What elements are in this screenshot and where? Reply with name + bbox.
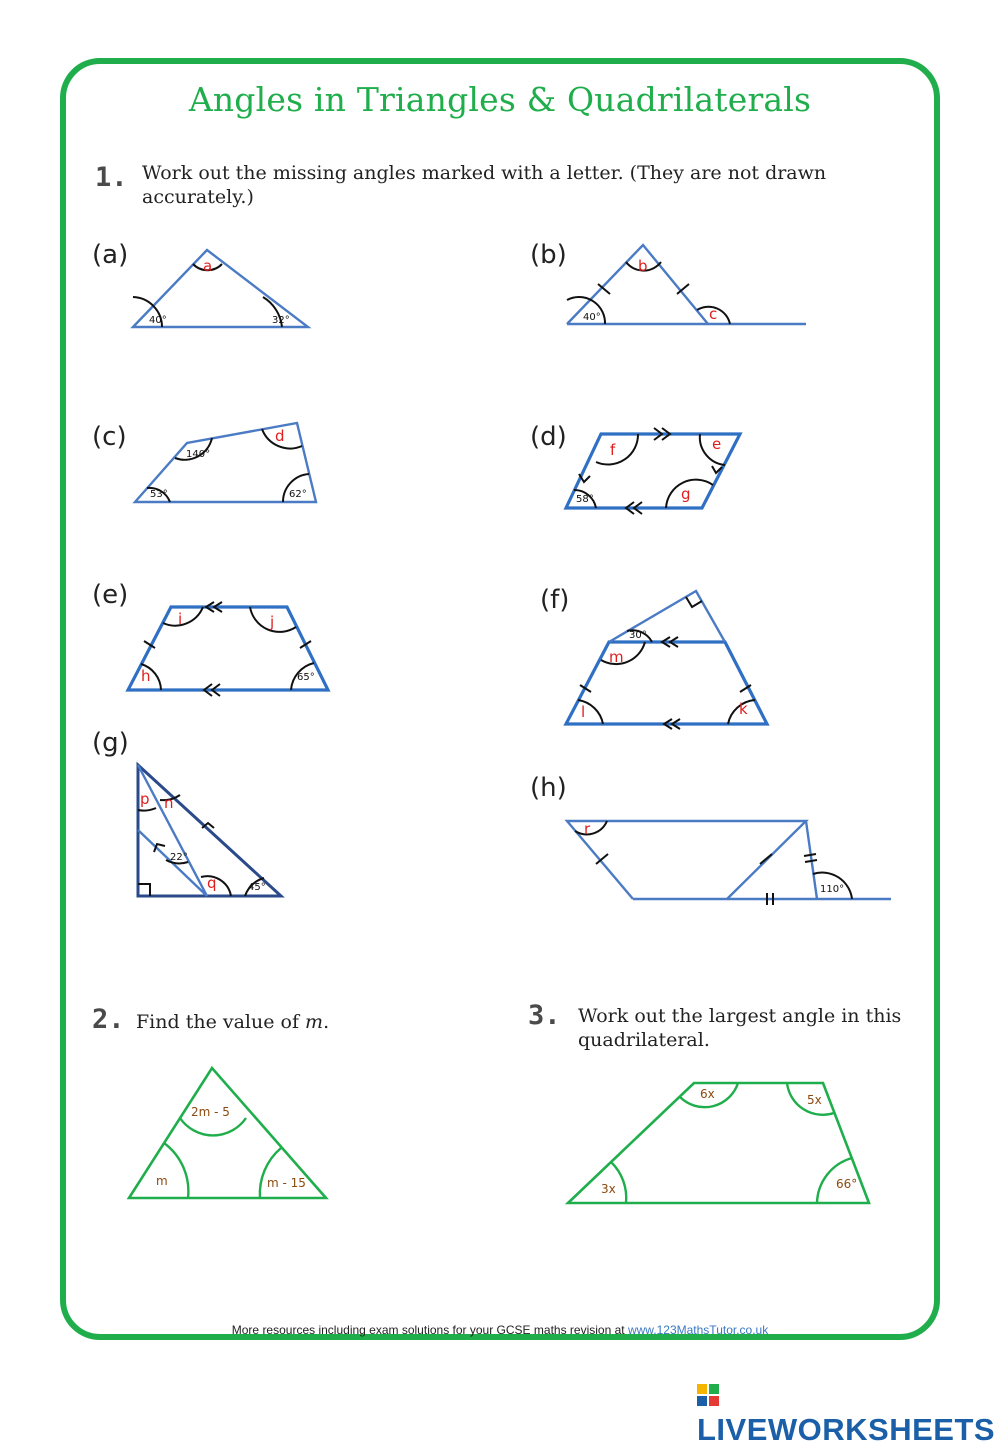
figure-h [567, 820, 891, 905]
angle-e-65: 65° [297, 672, 315, 683]
question-3-text-line1: Work out the largest angle in this [578, 1005, 902, 1027]
angle-a-32: 32° [272, 315, 290, 326]
angle-q2-right: m - 15 [267, 1176, 306, 1190]
unknown-k: k [739, 700, 748, 718]
unknown-l: l [581, 703, 586, 721]
arc-h-r [575, 821, 607, 834]
unknown-j: j [270, 613, 275, 631]
angle-q2-top: 2m - 5 [191, 1105, 230, 1119]
line-g-inner1 [138, 765, 207, 896]
angle-q3-6x: 6x [700, 1087, 715, 1101]
angle-c-62: 62° [289, 489, 307, 500]
liveworksheets-brand[interactable] [697, 1376, 1000, 1448]
figure-a [133, 250, 308, 327]
figure-q2 [129, 1068, 326, 1198]
figure-g [138, 765, 281, 896]
footer-link[interactable]: www.123MathsTutor.co.uk [627, 1323, 769, 1337]
angle-f-30: 30° [629, 630, 647, 641]
angle-b-40: 40° [583, 312, 601, 323]
angle-g-22: 22° [170, 852, 188, 863]
unknown-f: f [610, 441, 616, 459]
angle-q3-5x: 5x [807, 1093, 822, 1107]
unknown-m: m [609, 648, 624, 666]
unknown-h: h [141, 667, 151, 685]
unknown-g: g [681, 485, 691, 503]
right-angle-g [138, 884, 150, 896]
part-c-label: (c) [92, 422, 127, 452]
question-2-text-prefix: Find the value of [136, 1011, 306, 1033]
question-2-text-suffix: . [323, 1011, 330, 1033]
parallel-mark-d-left [579, 474, 590, 482]
part-b-label: (b) [530, 240, 567, 270]
arc-d-f [596, 434, 638, 465]
angle-c-53: 53° [150, 489, 168, 500]
unknown-q: q [207, 874, 217, 892]
page-title: Angles in Triangles & Quadrilaterals [188, 80, 812, 119]
angle-d-58: 58° [576, 494, 594, 505]
unknown-p: p [140, 790, 150, 808]
question-3-number: 3. [528, 1000, 561, 1031]
unknown-i: i [178, 610, 183, 628]
part-d-label: (d) [530, 422, 567, 452]
angle-c-140: 140° [186, 449, 211, 460]
figure-d [566, 428, 740, 514]
footer-text: More resources including exam solutions for your GCSE maths revision at [231, 1323, 628, 1337]
angle-q3-66: 66° [836, 1177, 858, 1191]
trapezium-f [566, 642, 767, 724]
question-2-variable: m [305, 1011, 324, 1033]
angle-h-110: 110° [820, 884, 845, 895]
angle-q3-3x: 3x [601, 1182, 616, 1196]
angle-q2-left: m [156, 1174, 168, 1188]
arc-q2-top [180, 1118, 246, 1135]
liveworksheets-wordmark: LIVEWORKSHEETS [697, 1412, 996, 1447]
triangle-f-top [609, 591, 725, 642]
part-g-label: (g) [92, 728, 129, 758]
figure-b [567, 245, 806, 324]
part-a-label: (a) [92, 240, 129, 270]
angle-g-45: 45° [248, 882, 266, 893]
unknown-d: d [275, 427, 285, 445]
unknown-e: e [712, 435, 722, 453]
angle-a-40: 40° [149, 315, 167, 326]
question-2-number: 2. [92, 1004, 125, 1035]
question-3-text-line2: quadrilateral. [578, 1029, 710, 1051]
question-1-text-line2: accurately.) [142, 186, 254, 208]
part-e-label: (e) [92, 580, 129, 610]
unknown-n: n [164, 794, 174, 812]
liveworksheets-logo-icon [697, 1384, 719, 1406]
footer [0, 1323, 1000, 1337]
unknown-r: r [584, 820, 591, 838]
arc-g-p [138, 808, 156, 811]
unknown-b: b [638, 257, 648, 275]
parallelogram-h [567, 821, 806, 899]
figure-f [566, 591, 767, 729]
part-f-label: (f) [540, 585, 570, 615]
figure-e [128, 602, 328, 696]
arc-q2-right [260, 1148, 281, 1198]
unknown-a: a [203, 257, 213, 275]
tick-h-right [760, 854, 772, 864]
figure-q3 [568, 1083, 869, 1203]
arc-q2-left [164, 1143, 188, 1198]
part-h-label: (h) [530, 773, 567, 803]
unknown-c: c [709, 305, 718, 323]
figure-c [135, 423, 316, 502]
question-1-number: 1. [95, 162, 128, 193]
question-1-text-line1: Work out the missing angles marked with a letter. (They are not drawn [142, 162, 827, 184]
